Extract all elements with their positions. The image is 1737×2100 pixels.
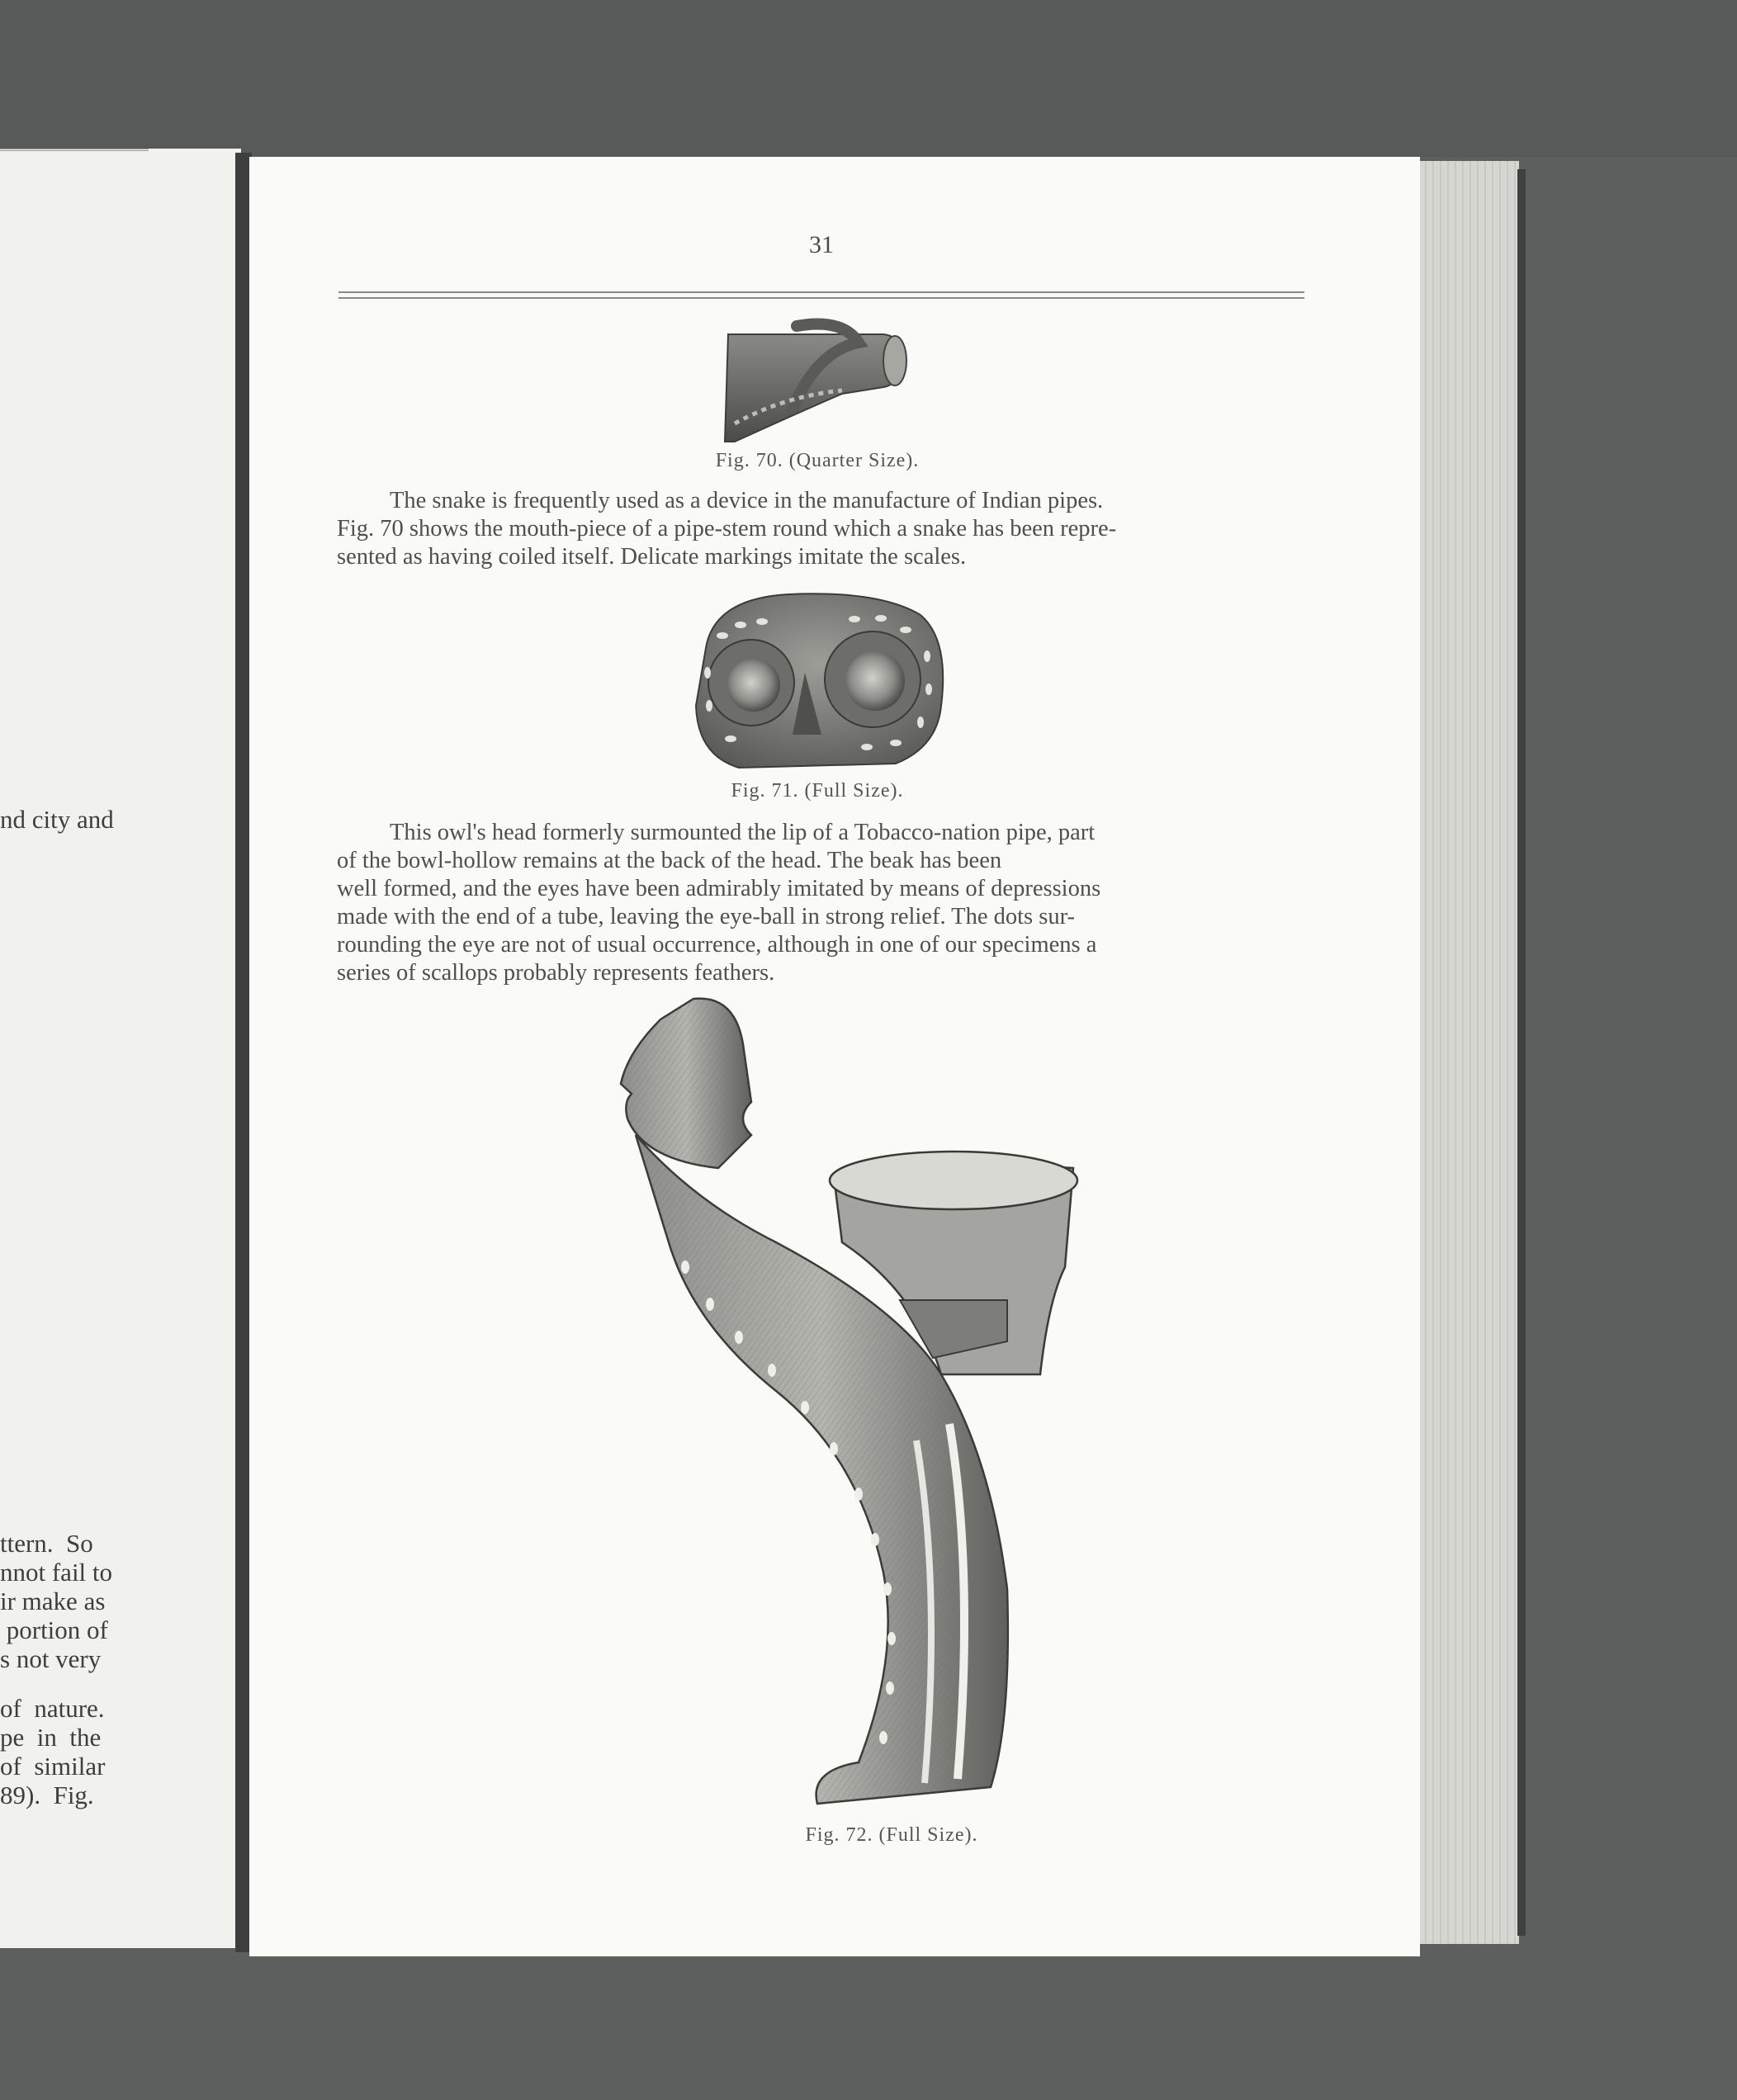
paragraph-line: This owl's head formerly surmounted the lip of a Tobacco-nation pipe, part: [390, 820, 1096, 845]
left-page-line: s not very: [0, 1644, 102, 1673]
paragraph-line: The snake is frequently used as a device in the manufacture of Indian pipes.: [390, 488, 1104, 513]
left-page-line: of similar: [0, 1752, 106, 1781]
paragraph-line: series of scallops probably represents feathers.: [337, 960, 775, 986]
paragraph-line: made with the end of a tube, leaving the eye-ball in strong relief. The dots sur-: [337, 904, 1076, 929]
header-rule: [338, 291, 1304, 299]
left-page-line: portion of: [0, 1615, 108, 1644]
left-page-line: pe in the: [0, 1723, 102, 1752]
paragraph-line: Fig. 70 shows the mouth-piece of a pipe-stem round which a snake has been repre-: [337, 516, 1117, 542]
paragraph-line: of the bowl-hollow remains at the back of the head. The beak has been: [337, 848, 1002, 873]
paragraph-owl: [337, 819, 1303, 987]
left-page-line: nd city and: [0, 805, 114, 834]
fig72-face-pipe-illustration: [545, 995, 1090, 1820]
left-page-line: ttern. So: [0, 1529, 93, 1558]
page-edges: [1420, 161, 1519, 1944]
left-page-line: nnot fail to: [0, 1558, 113, 1587]
fig70-snake-pipe-illustration: [718, 318, 933, 442]
scan-background: [0, 0, 1737, 157]
book-cover-edge: [1517, 169, 1526, 1936]
left-page: [0, 149, 241, 1948]
left-page-line: of nature.: [0, 1694, 105, 1723]
paragraph-line: rounding the eye are not of usual occurrence, although in one of our specimens a: [337, 932, 1097, 958]
left-page-line: ir make as: [0, 1587, 106, 1615]
paragraph-line: sented as having coiled itself. Delicate markings imitate the scales.: [337, 544, 967, 570]
fig71-caption: Fig. 71. (Full Size).: [731, 780, 904, 802]
left-page-line: 89). Fig.: [0, 1781, 94, 1809]
left-page-rule: [0, 149, 149, 151]
fig70-caption: Fig. 70. (Quarter Size).: [715, 450, 920, 471]
paragraph-snake: [337, 487, 1303, 571]
fig72-caption: Fig. 72. (Full Size).: [805, 1824, 978, 1846]
page-number: 31: [809, 231, 834, 258]
paragraph-line: well formed, and the eyes have been admirably imitated by means of depressions: [337, 876, 1101, 901]
fig71-owl-head-illustration: [689, 582, 954, 776]
